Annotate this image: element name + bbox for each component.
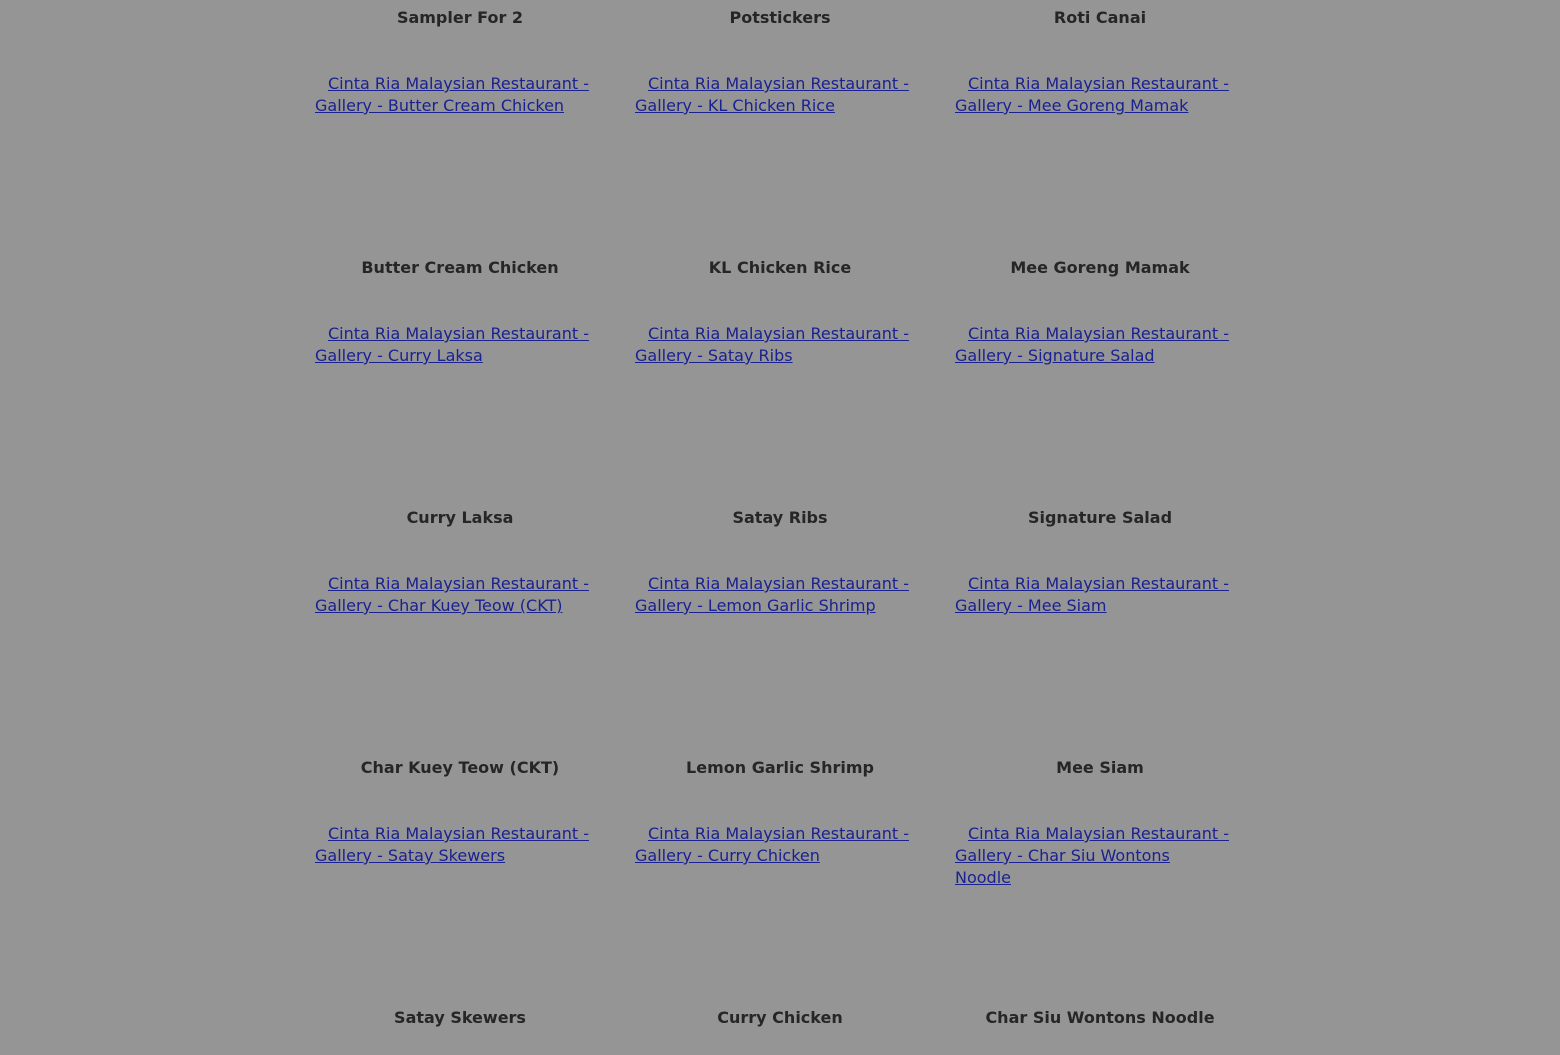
gallery-image-link[interactable] [955,823,1230,889]
broken-image-icon [955,578,967,590]
gallery-caption: Potstickers [729,8,831,27]
image-alt-text: Cinta Ria Malaysian Restaurant - Gallery - Curry Laksa [315,324,589,365]
gallery-image-link[interactable] [315,573,590,617]
gallery-image-link[interactable] [635,323,910,367]
gallery-row-top [315,0,1275,40]
broken-image-icon [315,578,327,590]
gallery-image-link[interactable] [635,573,910,617]
broken-image-icon [315,828,327,840]
gallery-caption: Signature Salad [1027,508,1173,527]
gallery-caption: KL Chicken Rice [708,258,852,277]
gallery-image-link[interactable] [315,73,590,117]
broken-image-icon [955,328,967,340]
gallery-caption: Curry Laksa [406,508,514,527]
image-alt-text: Cinta Ria Malaysian Restaurant - Gallery - Char Kuey Teow (CKT) [315,574,589,615]
gallery-caption: Lemon Garlic Shrimp [686,758,874,777]
image-alt-text: Cinta Ria Malaysian Restaurant - Gallery - Char Siu Wontons Noodle [955,824,1229,887]
gallery-caption: Butter Cream Chicken [361,258,559,277]
gallery-caption: Satay Ribs [732,508,828,527]
gallery-caption: Char Siu Wontons Noodle [985,1008,1215,1027]
image-alt-text: Cinta Ria Malaysian Restaurant - Gallery - Lemon Garlic Shrimp [635,574,909,615]
broken-image-icon [635,328,647,340]
gallery-image-link[interactable] [315,823,590,867]
broken-image-icon [635,828,647,840]
image-alt-text: Cinta Ria Malaysian Restaurant - Gallery - Butter Cream Chicken [315,74,589,115]
gallery-caption: Satay Skewers [394,1008,526,1027]
gallery-image-link[interactable] [315,323,590,367]
gallery-caption: Mee Siam [1056,758,1144,777]
gallery-caption: Curry Chicken [717,1008,843,1027]
broken-image-icon [315,328,327,340]
image-alt-text: Cinta Ria Malaysian Restaurant - Gallery - Satay Ribs [635,324,909,365]
broken-image-icon [955,78,967,90]
broken-image-icon [635,578,647,590]
gallery-image-link[interactable] [635,823,910,867]
broken-image-icon [955,828,967,840]
image-alt-text: Cinta Ria Malaysian Restaurant - Gallery - Mee Goreng Mamak [955,74,1229,115]
gallery-image-link[interactable] [955,573,1230,617]
image-alt-text: Cinta Ria Malaysian Restaurant - Gallery - KL Chicken Rice [635,74,909,115]
broken-image-icon [315,78,327,90]
gallery-caption: Mee Goreng Mamak [1010,258,1190,277]
gallery-image-link[interactable] [955,73,1230,117]
gallery-image-link[interactable] [635,73,910,117]
image-alt-text: Cinta Ria Malaysian Restaurant - Gallery - Signature Salad [955,324,1229,365]
gallery-image-link[interactable] [955,323,1230,367]
gallery-caption: Char Kuey Teow (CKT) [360,758,560,777]
gallery-caption: Roti Canai [1053,8,1147,27]
image-alt-text: Cinta Ria Malaysian Restaurant - Gallery - Satay Skewers [315,824,589,865]
image-alt-text: Cinta Ria Malaysian Restaurant - Gallery - Mee Siam [955,574,1229,615]
broken-image-icon [635,78,647,90]
image-alt-text: Cinta Ria Malaysian Restaurant - Gallery - Curry Chicken [635,824,909,865]
gallery-caption: Sampler For 2 [396,8,524,27]
